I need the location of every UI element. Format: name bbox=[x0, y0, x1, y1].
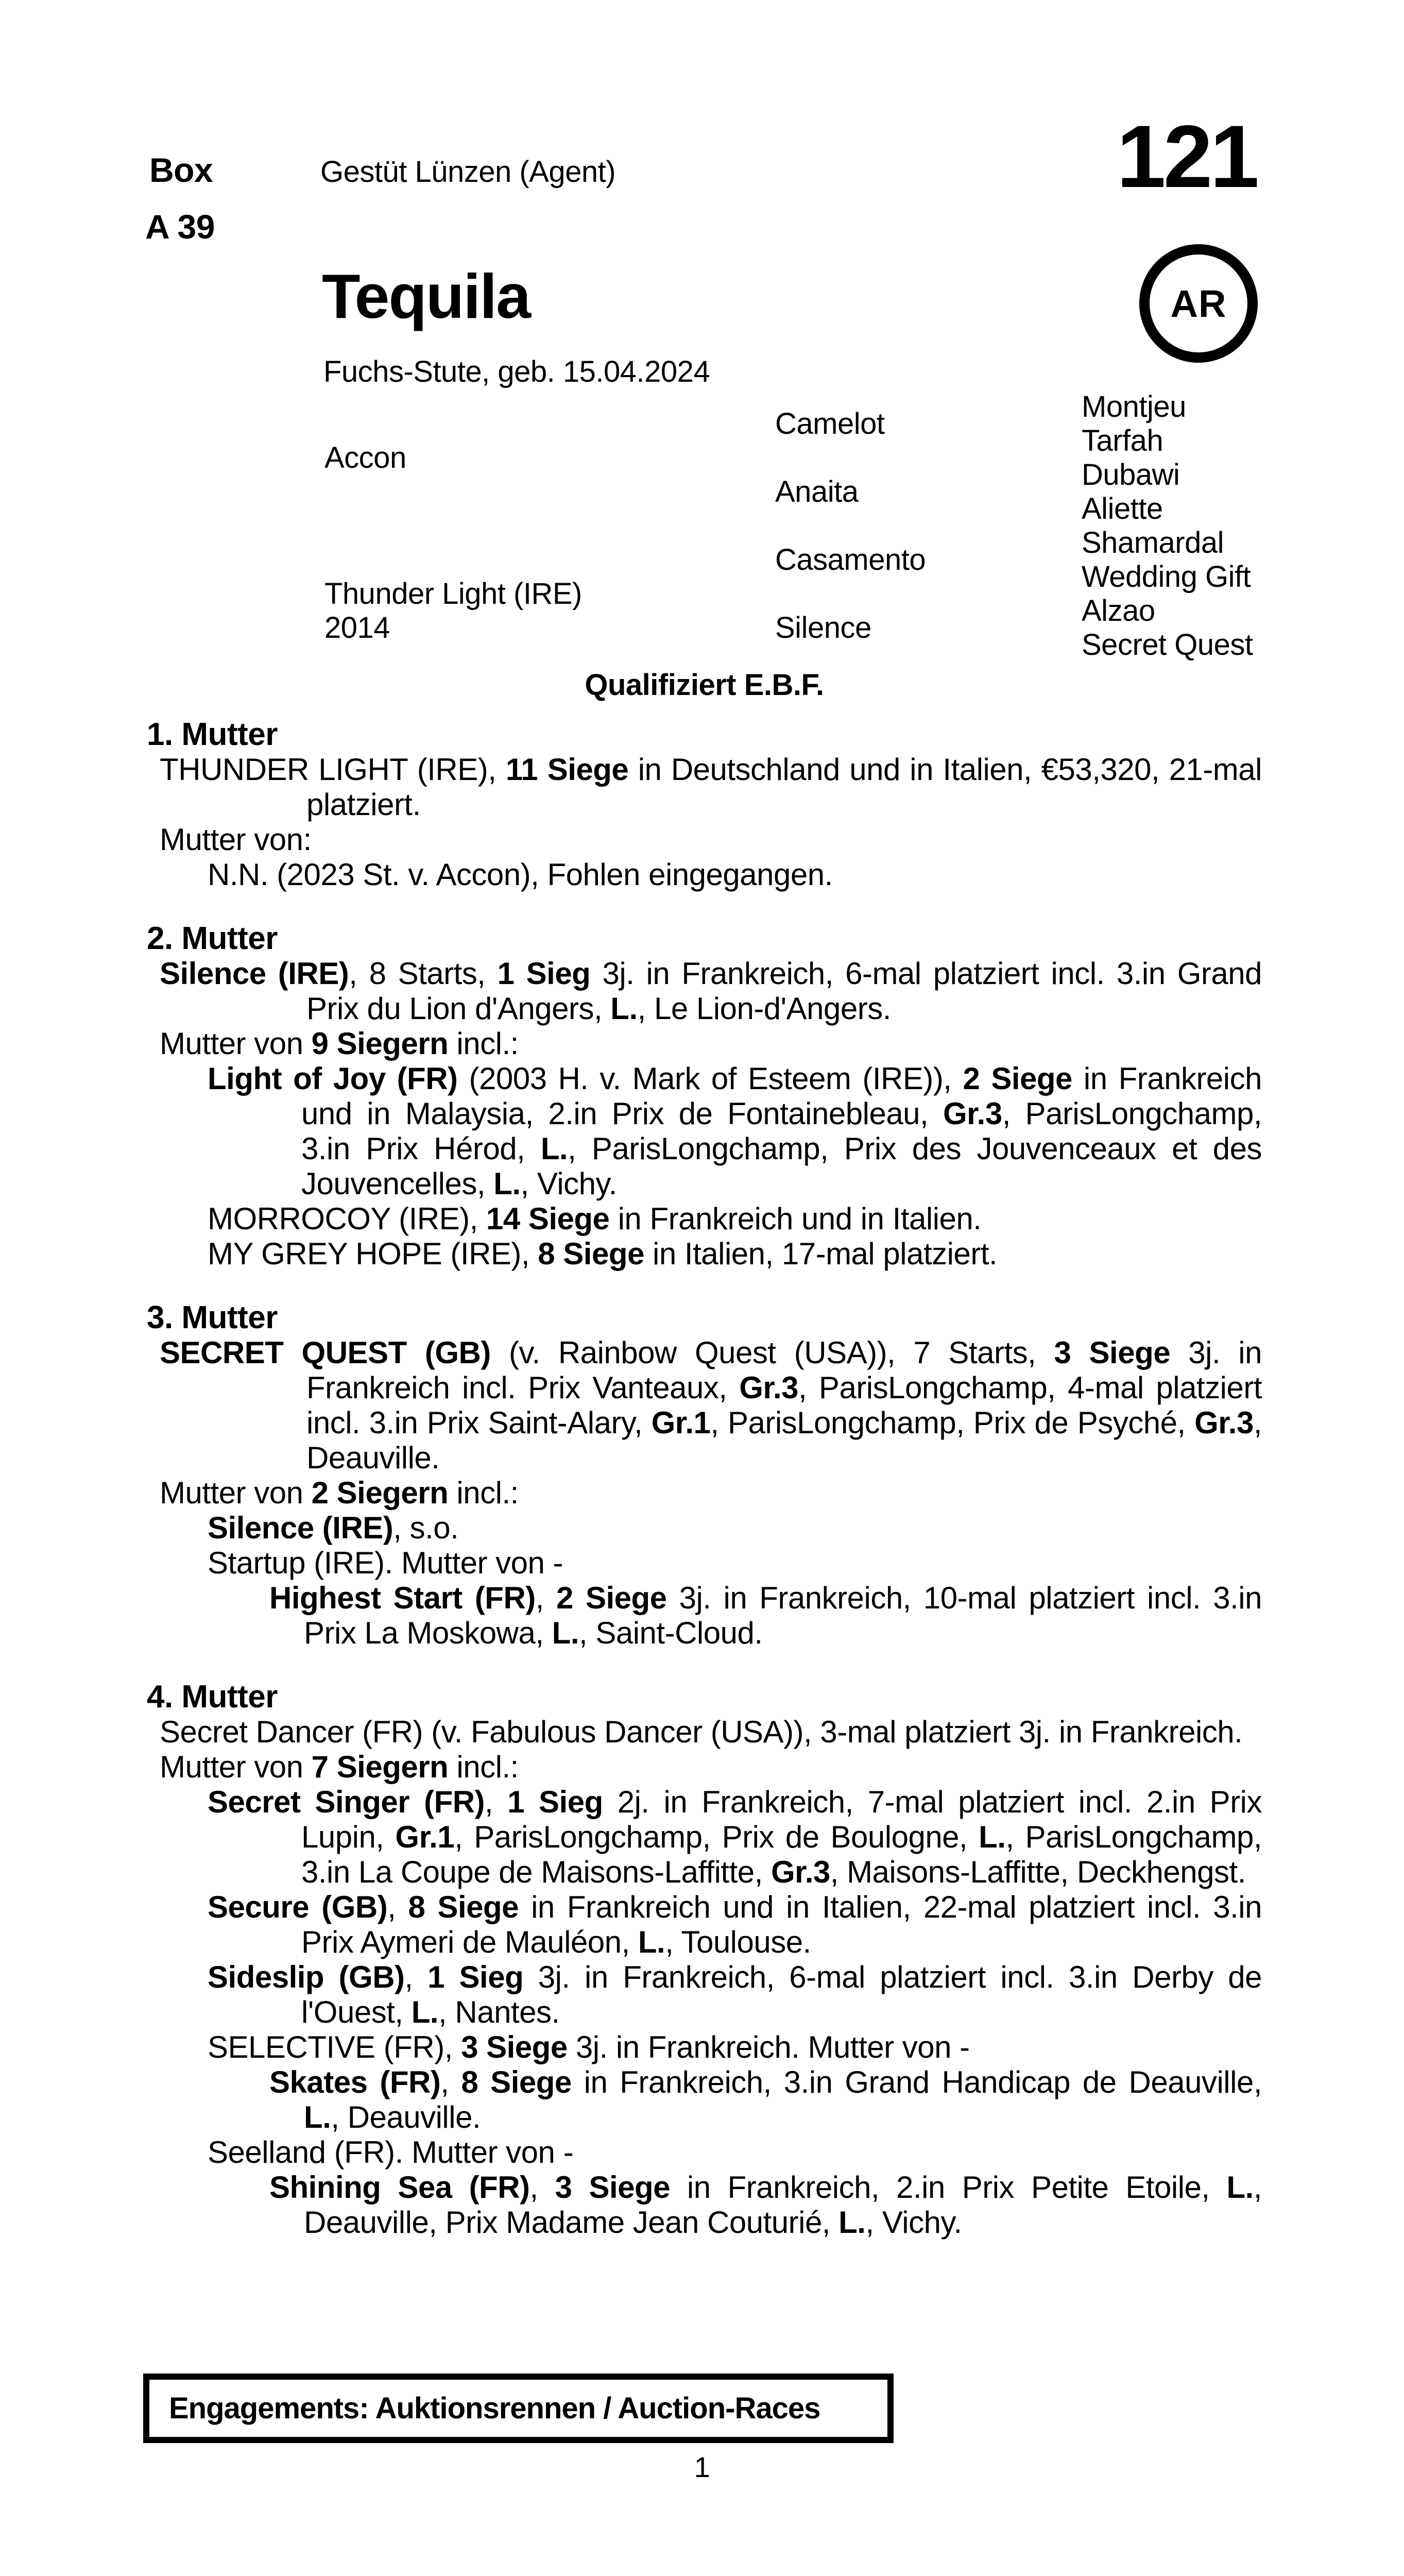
pedigree-ggp-7: Alzao bbox=[1082, 594, 1155, 628]
stable-box-number: A 39 bbox=[145, 208, 215, 246]
horse-details: Fuchs-Stute, geb. 15.04.2024 bbox=[323, 355, 710, 388]
ebf-qualification: Qualifiziert E.B.F. bbox=[585, 668, 824, 702]
lot-number: 121 bbox=[1117, 107, 1257, 206]
pedigree-paragraph: SECRET QUEST (GB) (v. Rainbow Quest (USA)), 7 Starts, 3 Siege 3j. in Frankreich incl. Prix Vanteaux, Gr.3, ParisLongchamp, 4-mal platziert incl. 3.in Prix Saint-Alary, Gr.1, ParisLongchamp, Prix de Psyché, Gr.3, Deauville. bbox=[160, 1335, 1262, 1475]
pedigree-dam-name bbox=[324, 577, 582, 645]
pedigree-sections bbox=[147, 717, 1262, 2240]
mutter-section bbox=[147, 717, 1262, 892]
pedigree-paragraph: Mutter von 2 Siegern incl.: bbox=[160, 1476, 519, 1510]
pedigree-ggp-1: Montjeu bbox=[1082, 390, 1186, 423]
consignor-name: Gestüt Lünzen (Agent) bbox=[320, 155, 616, 189]
horse-name: Tequila bbox=[322, 261, 530, 331]
pedigree-ggp-6: Wedding Gift bbox=[1082, 560, 1251, 594]
ar-badge-icon bbox=[1139, 244, 1258, 363]
pedigree-granddam-maternal: Silence bbox=[775, 611, 871, 645]
pedigree-sire-name: Accon bbox=[324, 441, 406, 474]
pedigree-paragraph: Skates (FR), 8 Siege in Frankreich, 3.in Grand Handicap de Deauville, L., Deauville. bbox=[269, 2065, 1262, 2134]
mutter-section bbox=[147, 921, 1262, 1272]
pedigree-paragraph: Secret Dancer (FR) (v. Fabulous Dancer (USA)), 3-mal platziert 3j. in Frankreich. bbox=[160, 1715, 1243, 1749]
pedigree-paragraph: Silence (IRE), 8 Starts, 1 Sieg 3j. in Frankreich, 6-mal platziert incl. 3.in Grand Prix du Lion d'Angers, L., Le Lion-d'Angers. bbox=[160, 956, 1262, 1026]
engagements-label: Engagements: Auktionsrennen / Auction-Races bbox=[169, 2392, 820, 2425]
pedigree-paragraph: SELECTIVE (FR), 3 Siege 3j. in Frankreich. Mutter von - bbox=[208, 2030, 970, 2064]
pedigree-ggp-5: Shamardal bbox=[1082, 526, 1224, 560]
pedigree-great-grandparents bbox=[1082, 390, 1253, 662]
mutter-section bbox=[147, 1300, 1262, 1651]
mutter-section bbox=[147, 1680, 1262, 2240]
section-title: 4. Mutter bbox=[147, 1679, 278, 1715]
pedigree-grandsire-maternal: Casamento bbox=[775, 543, 926, 577]
pedigree-paragraph: Mutter von: bbox=[160, 822, 312, 857]
pedigree-paragraph: Sideslip (GB), 1 Sieg 3j. in Frankreich, 6-mal platziert incl. 3.in Derby de l'Ouest, L., Nantes. bbox=[208, 1960, 1262, 2029]
pedigree-paragraph: Light of Joy (FR) (2003 H. v. Mark of Esteem (IRE)), 2 Siege in Frankreich und in Malaysia, 2.in Prix de Fontainebleau, Gr.3, ParisLongchamp, 3.in Prix Hérod, L., ParisLongchamp, Prix des Jouvenceaux et des Jouvencelles, L., Vichy. bbox=[208, 1061, 1262, 1201]
pedigree-granddam-paternal: Anaita bbox=[775, 475, 859, 509]
pedigree-paragraph: Silence (IRE), s.o. bbox=[208, 1511, 459, 1545]
pedigree-paragraph: Secure (GB), 8 Siege in Frankreich und in Italien, 22-mal platziert incl. 3.in Prix Aymeri de Mauléon, L., Toulouse. bbox=[208, 1890, 1262, 1959]
pedigree-grandsire-paternal: Camelot bbox=[775, 407, 885, 440]
pedigree-paragraph: Startup (IRE). Mutter von - bbox=[208, 1546, 563, 1580]
section-title: 3. Mutter bbox=[147, 1300, 278, 1335]
pedigree-paragraph: Mutter von 9 Siegern incl.: bbox=[160, 1026, 519, 1061]
pedigree-ggp-4: Aliette bbox=[1082, 492, 1163, 526]
pedigree-paragraph: Shining Sea (FR), 3 Siege in Frankreich, 2.in Prix Petite Etoile, L., Deauville, Prix Madame Jean Couturié, L., Vichy. bbox=[269, 2170, 1262, 2240]
ar-badge-label: AR bbox=[1170, 282, 1227, 325]
pedigree-ggp-2: Tarfah bbox=[1082, 424, 1163, 457]
section-title: 1. Mutter bbox=[147, 717, 278, 752]
pedigree-ggp-3: Dubawi bbox=[1082, 458, 1180, 492]
pedigree-paragraph: MY GREY HOPE (IRE), 8 Siege in Italien, 17-mal platziert. bbox=[208, 1236, 998, 1271]
pedigree-dam-year: 2014 bbox=[324, 611, 390, 645]
section-title: 2. Mutter bbox=[147, 921, 278, 956]
pedigree-paragraph: Seelland (FR). Mutter von - bbox=[208, 2135, 574, 2170]
stable-box-label: Box bbox=[149, 151, 213, 189]
pedigree-paragraph: Highest Start (FR), 2 Siege 3j. in Frankreich, 10-mal platziert incl. 3.in Prix La Moskowa, L., Saint-Cloud. bbox=[269, 1581, 1262, 1650]
engagements-box bbox=[143, 2374, 894, 2443]
pedigree-dam-name-line: Thunder Light (IRE) bbox=[324, 577, 582, 611]
pedigree-paragraph: THUNDER LIGHT (IRE), 11 Siege in Deutschland und in Italien, €53,320, 21-mal platziert. bbox=[160, 752, 1262, 822]
pedigree-paragraph: N.N. (2023 St. v. Accon), Fohlen eingegangen. bbox=[208, 857, 833, 892]
pedigree-paragraph: Secret Singer (FR), 1 Sieg 2j. in Frankreich, 7-mal platziert incl. 2.in Prix Lupin, Gr.1, ParisLongchamp, Prix de Boulogne, L., ParisLongchamp, 3.in La Coupe de Maisons-Laffitte, Gr.3, Maisons-Laffitte, Deckhengst. bbox=[208, 1785, 1262, 1889]
page-number: 1 bbox=[694, 2451, 710, 2483]
pedigree-ggp-8: Secret Quest bbox=[1082, 628, 1253, 662]
pedigree-paragraph: Mutter von 7 Siegern incl.: bbox=[160, 1750, 519, 1784]
pedigree-paragraph: MORROCOY (IRE), 14 Siege in Frankreich und in Italien. bbox=[208, 1201, 982, 1236]
